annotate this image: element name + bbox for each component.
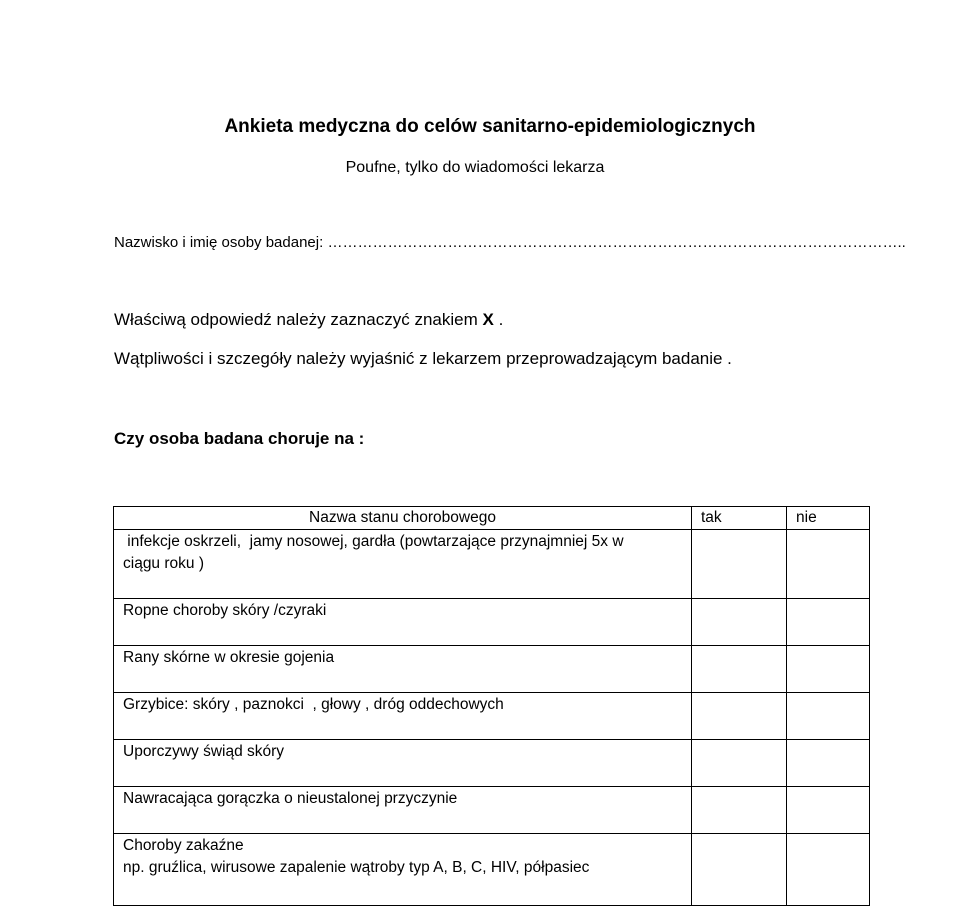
answer-no-cell[interactable]	[787, 787, 870, 834]
instruction-mark-answer	[114, 310, 503, 330]
condition-line: Nawracająca gorączka o nieustalonej przyczynie	[123, 790, 458, 807]
condition-line: ciągu roku )	[123, 555, 204, 572]
instruction-mark-symbol: X	[482, 310, 494, 329]
answer-yes-cell[interactable]	[692, 834, 787, 906]
condition-name	[114, 834, 692, 906]
answer-no-cell[interactable]	[787, 740, 870, 787]
condition-name	[114, 693, 692, 740]
condition-line: Grzybice: skóry , paznokci , głowy , dróg oddechowych	[123, 696, 504, 713]
condition-line: Rany skórne w okresie gojenia	[123, 649, 335, 666]
answer-yes-cell[interactable]	[692, 740, 787, 787]
instruction-doubts: Wątpliwości i szczegóły należy wyjaśnić z lekarzem przeprowadzającym badanie .	[114, 349, 732, 368]
condition-line: Uporczywy świąd skóry	[123, 743, 285, 760]
header-yes: tak	[692, 507, 787, 530]
table-row	[114, 530, 870, 599]
condition-line: infekcje oskrzeli, jamy nosowej, gardła (powtarzające przynajmniej 5x w	[123, 533, 624, 550]
condition-line: np. gruźlica, wirusowe zapalenie wątroby typ A, B, C, HIV, półpasiec	[123, 859, 590, 876]
table-row	[114, 646, 870, 693]
answer-yes-cell[interactable]	[692, 530, 787, 599]
table-row	[114, 740, 870, 787]
answer-no-cell[interactable]	[787, 834, 870, 906]
table-row	[114, 834, 870, 906]
condition-name	[114, 646, 692, 693]
conditions-table	[113, 506, 870, 906]
document-title: Ankieta medyczna do celów sanitarno-epidemiologicznych	[224, 116, 756, 137]
document-subtitle: Poufne, tylko do wiadomości lekarza	[345, 159, 605, 176]
instruction-mark-text: Właściwą odpowiedź należy zaznaczyć znakiem	[114, 310, 483, 329]
table-row	[114, 787, 870, 834]
patient-name-line	[114, 234, 906, 251]
condition-line: Ropne choroby skóry /czyraki	[123, 602, 327, 619]
answer-yes-cell[interactable]	[692, 787, 787, 834]
answer-no-cell[interactable]	[787, 693, 870, 740]
answer-no-cell[interactable]	[787, 646, 870, 693]
question-heading: Czy osoba badana choruje na :	[114, 429, 365, 448]
answer-no-cell[interactable]	[787, 599, 870, 646]
condition-name	[114, 530, 692, 599]
answer-no-cell[interactable]	[787, 530, 870, 599]
answer-yes-cell[interactable]	[692, 693, 787, 740]
table-row	[114, 599, 870, 646]
condition-name	[114, 599, 692, 646]
table-row	[114, 693, 870, 740]
condition-line: Choroby zakaźne	[123, 837, 244, 854]
answer-yes-cell[interactable]	[692, 646, 787, 693]
patient-name-field[interactable]: ……………………………………………………………………………………………………..	[327, 234, 906, 251]
header-no: nie	[787, 507, 870, 530]
condition-name	[114, 787, 692, 834]
table-header-row	[114, 507, 870, 530]
answer-yes-cell[interactable]	[692, 599, 787, 646]
patient-name-label: Nazwisko i imię osoby badanej:	[114, 234, 328, 251]
condition-name	[114, 740, 692, 787]
instruction-mark-end: .	[493, 310, 504, 329]
header-condition: Nazwa stanu chorobowego	[114, 507, 692, 530]
